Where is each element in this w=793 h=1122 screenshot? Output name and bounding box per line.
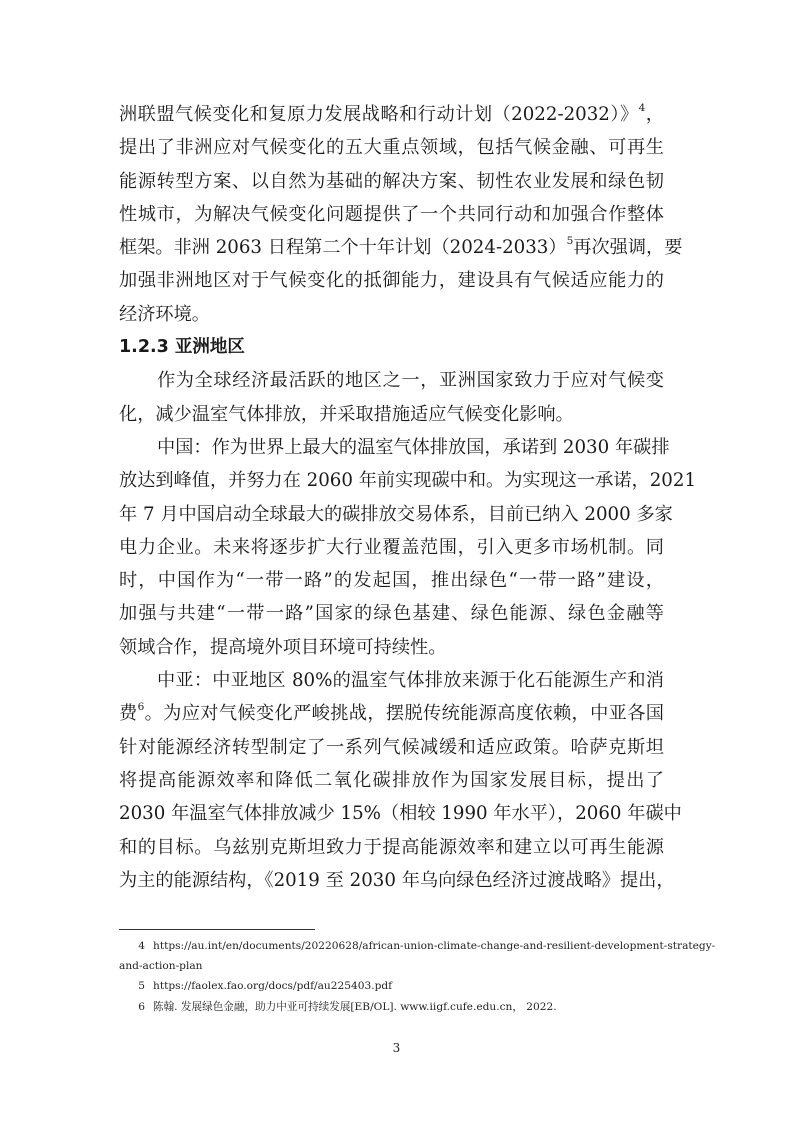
main-text	[119, 98, 697, 897]
text-line: 放达到峰值，并努力在 2060 年前实现碳中和。为实现这一承诺，2021	[119, 470, 697, 492]
section-heading: 1.2.3 亚洲地区	[119, 337, 245, 358]
footnote-number: 6	[138, 1001, 145, 1013]
text-line: 针对能源经济转型制定了一系列气候减缓和适应政策。哈萨克斯坦	[119, 736, 664, 758]
text-span: 费	[119, 703, 138, 725]
text-line: 作为全球经济最活跃的地区之一，亚洲国家致力于应对气候变	[157, 370, 664, 392]
text-line: 为主的能源结构，《2019 至 2030 年乌向绿色经济过渡战略》提出，	[119, 869, 675, 891]
footnote-text[interactable]: https://au.int/en/documents/20220628/african-union-climate-change-and-resilient-development-strategy-	[153, 940, 716, 952]
footnote	[119, 976, 664, 996]
text-line: 经济环境。	[119, 303, 210, 325]
text-line: 洲联盟气候变化和复原力发展战略和行动计划（2022-2032）》$^4$，	[119, 102, 664, 125]
text-line: 中国：作为世界上最大的温室气体排放国，承诺到 2030 年碳排	[157, 436, 670, 458]
footnote-number: 5	[138, 980, 145, 992]
text-span: 再次强调，要	[573, 237, 683, 259]
footnote	[119, 997, 664, 1017]
text-line: 能源转型方案、以自然为基础的解决方案、韧性农业发展和绿色韧	[119, 170, 664, 192]
footnote-ref: 5	[566, 235, 574, 248]
page-number: 3	[392, 1041, 401, 1055]
text-line: 年 7 月中国启动全球最大的碳排放交易体系，目前已纳入 2000 多家	[119, 503, 673, 525]
text-line: 化，减少温室气体排放，并采取措施适应气候变化影响。	[119, 403, 574, 425]
footnote-ref: 6	[137, 701, 145, 714]
text-line: 加强非洲地区对于气候变化的抵御能力，建设具有气候适应能力的	[119, 270, 664, 292]
text-span: 洲联盟气候变化和复原力发展战略和行动计划（2022-2032）》	[119, 104, 639, 125]
text-line	[119, 231, 683, 264]
text-line: 领域合作，提高境外项目环境可持续性。	[119, 636, 447, 658]
footnote-text[interactable]: and-action-plan	[119, 960, 203, 972]
footnote-text: 陈翰. 发展绿色金融，助力中亚可持续发展[EB/OL]. www.iigf.cufe.edu.cn， 2022.	[153, 1001, 557, 1013]
text-line	[119, 697, 664, 730]
footnote	[119, 936, 716, 956]
text-line: 加强与共建“一带一路”国家的绿色基建、绿色能源、绿色金融等	[119, 603, 664, 625]
footnote-text[interactable]: https://faolex.fao.org/docs/pdf/au225403.pdf	[153, 980, 393, 992]
text-line: 时，中国作为“一带一路”的发起国，推出绿色“一带一路”建设，	[119, 570, 664, 592]
text-span: 框架。非洲 2063 日程第二个十年计划（2024-2033）	[119, 237, 567, 259]
footnote-number: 4	[138, 940, 145, 952]
text-line: 中亚：中亚地区 80%的温室气体排放来源于化石能源生产和消	[157, 670, 664, 692]
text-line: 和的目标。乌兹别克斯坦致力于提高能源效率和建立以可再生能源	[119, 836, 664, 858]
text-line: 将提高能源效率和降低二氧化碳排放作为国家发展目标，提出了	[119, 769, 664, 791]
footnote	[119, 956, 664, 976]
text-line: 电力企业。未来将逐步扩大行业覆盖范围，引入更多市场机制。同	[119, 536, 664, 558]
footnote-ref: 4	[638, 102, 646, 114]
footnote-separator	[119, 929, 315, 930]
text-line: 2030 年温室气体排放减少 15%（相较 1990 年水平），2060 年碳中	[119, 803, 682, 825]
text-span: 。为应对气候变化严峻挑战，摆脱传统能源高度依赖，中亚各国	[144, 703, 664, 725]
text-line: 提出了非洲应对气候变化的五大重点领域，包括气候金融、可再生	[119, 137, 664, 159]
text-line: 性城市，为解决气候变化问题提供了一个共同行动和加强合作整体	[119, 203, 664, 225]
